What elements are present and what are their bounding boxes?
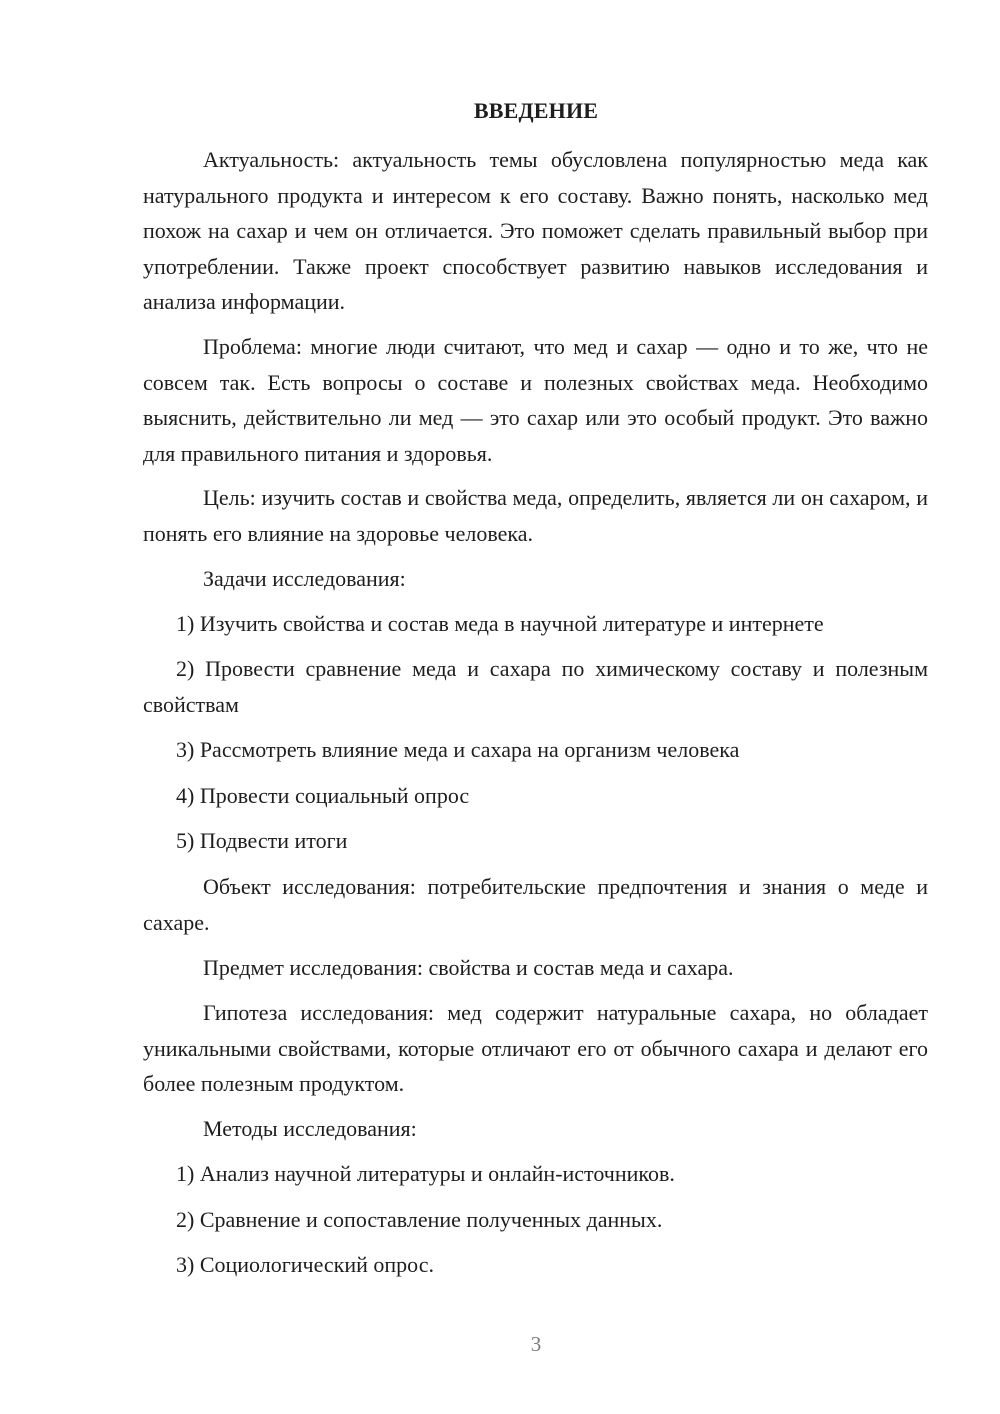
- method-item-2: 2) Сравнение и сопоставление полученных данных.: [176, 1207, 663, 1232]
- problem-paragraph: Проблема: многие люди считают, что мед и сахар — одно и то же, что не совсем так. Есть вопросы о составе и полезных свойствах меда. Необходимо выяснить, действительно ли мед — это сахар или это особый продукт. Это важно для правильного питания и здоровья.: [143, 334, 928, 466]
- task-item-5: 5) Подвести итоги: [176, 828, 348, 853]
- method-item-1: 1) Анализ научной литературы и онлайн-источников.: [176, 1161, 675, 1186]
- method-item-3: 3) Социологический опрос.: [176, 1252, 434, 1277]
- hypothesis-paragraph: Гипотеза исследования: мед содержит натуральные сахара, но обладает уникальными свойствами, которые отличают его от обычного сахара и делают его более полезным продуктом.: [143, 1000, 928, 1096]
- page-title: ВВЕДЕНИЕ: [473, 98, 599, 123]
- page-number: 3: [530, 1332, 542, 1356]
- relevance-paragraph: Актуальность: актуальность темы обусловлена популярностью меда как натурального продукта и интересом к его составу. Важно понять, насколько мед похож на сахар и чем он отличается. Это поможет сделать правильный выбор при употреблении. Также проект способствует развитию навыков исследования и анализа информации.: [143, 147, 928, 314]
- task-item-3: 3) Рассмотреть влияние меда и сахара на организм человека: [176, 737, 740, 762]
- subject-paragraph: Предмет исследования: свойства и состав меда и сахара.: [203, 955, 734, 980]
- tasks-heading: Задачи исследования:: [203, 566, 406, 591]
- task-item-2: 2) Провести сравнение меда и сахара по химическому составу и полезным свойствам: [143, 656, 928, 717]
- goal-paragraph: Цель: изучить состав и свойства меда, определить, является ли он сахаром, и понять его влияние на здоровье человека.: [143, 485, 928, 546]
- task-item-4: 4) Провести социальный опрос: [176, 783, 470, 808]
- object-paragraph: Объект исследования: потребительские предпочтения и знания о меде и сахаре.: [143, 874, 928, 935]
- task-item-1: 1) Изучить свойства и состав меда в научной литературе и интернете: [176, 611, 824, 636]
- methods-heading: Методы исследования:: [203, 1116, 417, 1141]
